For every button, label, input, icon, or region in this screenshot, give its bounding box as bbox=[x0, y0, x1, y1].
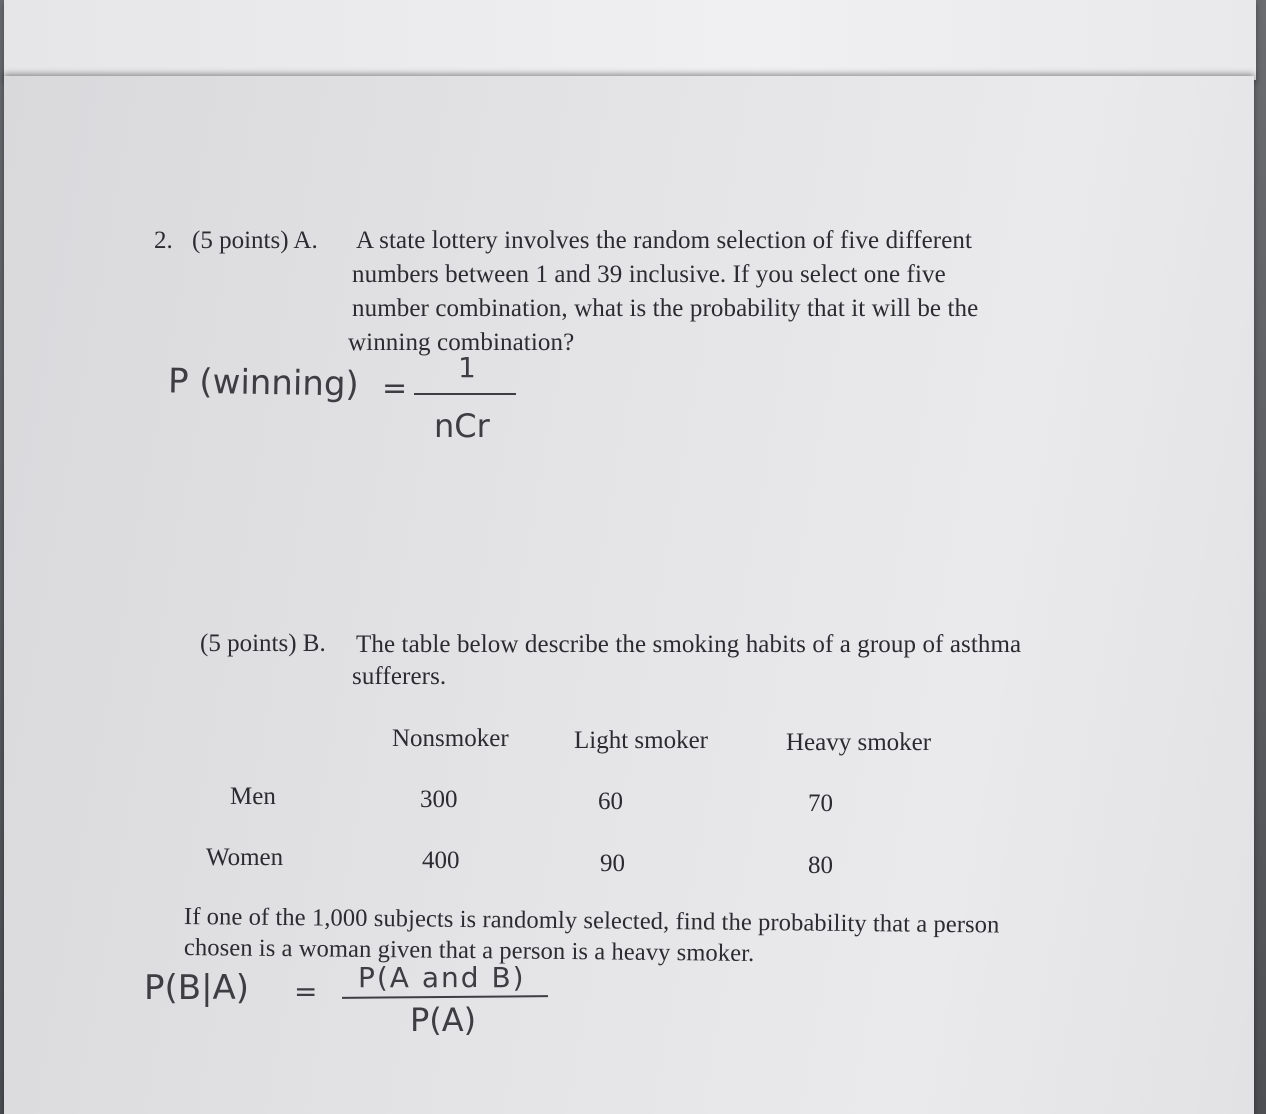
part-a-line-1: A state lottery involves the random selection of five different bbox=[356, 227, 973, 254]
table-header-nonsmoker: Nonsmoker bbox=[392, 725, 509, 752]
handwritten-numerator-b: P(A and B) bbox=[358, 961, 526, 994]
part-a-label: (5 points) A. bbox=[192, 227, 318, 254]
fraction-bar-a bbox=[414, 393, 516, 395]
document-page bbox=[4, 76, 1254, 1114]
handwritten-equals-a: = bbox=[382, 371, 408, 406]
handwritten-numerator-a: 1 bbox=[458, 351, 476, 384]
handwritten-p-winning: P (winning) bbox=[167, 361, 360, 405]
fraction-bar-b bbox=[342, 995, 548, 999]
handwritten-p-b-given-a: P(B|A) bbox=[144, 968, 250, 1008]
handwritten-denominator-b: P(A) bbox=[410, 1001, 477, 1039]
followup-line-2: chosen is a woman given that a person is a heavy smoker. bbox=[183, 934, 755, 967]
followup-line-1: If one of the 1,000 subjects is randomly selected, find the probability that a person bbox=[183, 903, 1000, 939]
table-cell-women-light: 90 bbox=[600, 850, 625, 877]
handwritten-denominator-a: nCr bbox=[434, 407, 490, 445]
table-row-label-men: Men bbox=[230, 783, 276, 810]
part-a-line-4: winning combination? bbox=[348, 329, 575, 356]
part-a-line-3: number combination, what is the probability that it will be the bbox=[352, 295, 979, 322]
table-header-light-smoker: Light smoker bbox=[574, 727, 709, 754]
part-b-line-1: The table below describe the smoking habits of a group of asthma bbox=[356, 631, 1022, 658]
handwritten-equals-b: = bbox=[294, 975, 318, 1008]
part-b-line-2: sufferers. bbox=[352, 663, 447, 690]
table-header-heavy-smoker: Heavy smoker bbox=[786, 729, 932, 756]
part-b-label: (5 points) B. bbox=[200, 630, 326, 657]
table-cell-men-light: 60 bbox=[598, 788, 623, 815]
table-cell-women-heavy: 80 bbox=[808, 852, 833, 879]
part-a-line-2: numbers between 1 and 39 inclusive. If you select one five bbox=[352, 261, 946, 288]
previous-page-edge bbox=[4, 0, 1256, 80]
table-cell-men-heavy: 70 bbox=[808, 790, 833, 817]
table-cell-men-nonsmoker: 300 bbox=[420, 786, 458, 813]
table-cell-women-nonsmoker: 400 bbox=[422, 847, 460, 874]
question-number: 2. bbox=[154, 227, 173, 254]
table-row-label-women: Women bbox=[206, 844, 284, 871]
